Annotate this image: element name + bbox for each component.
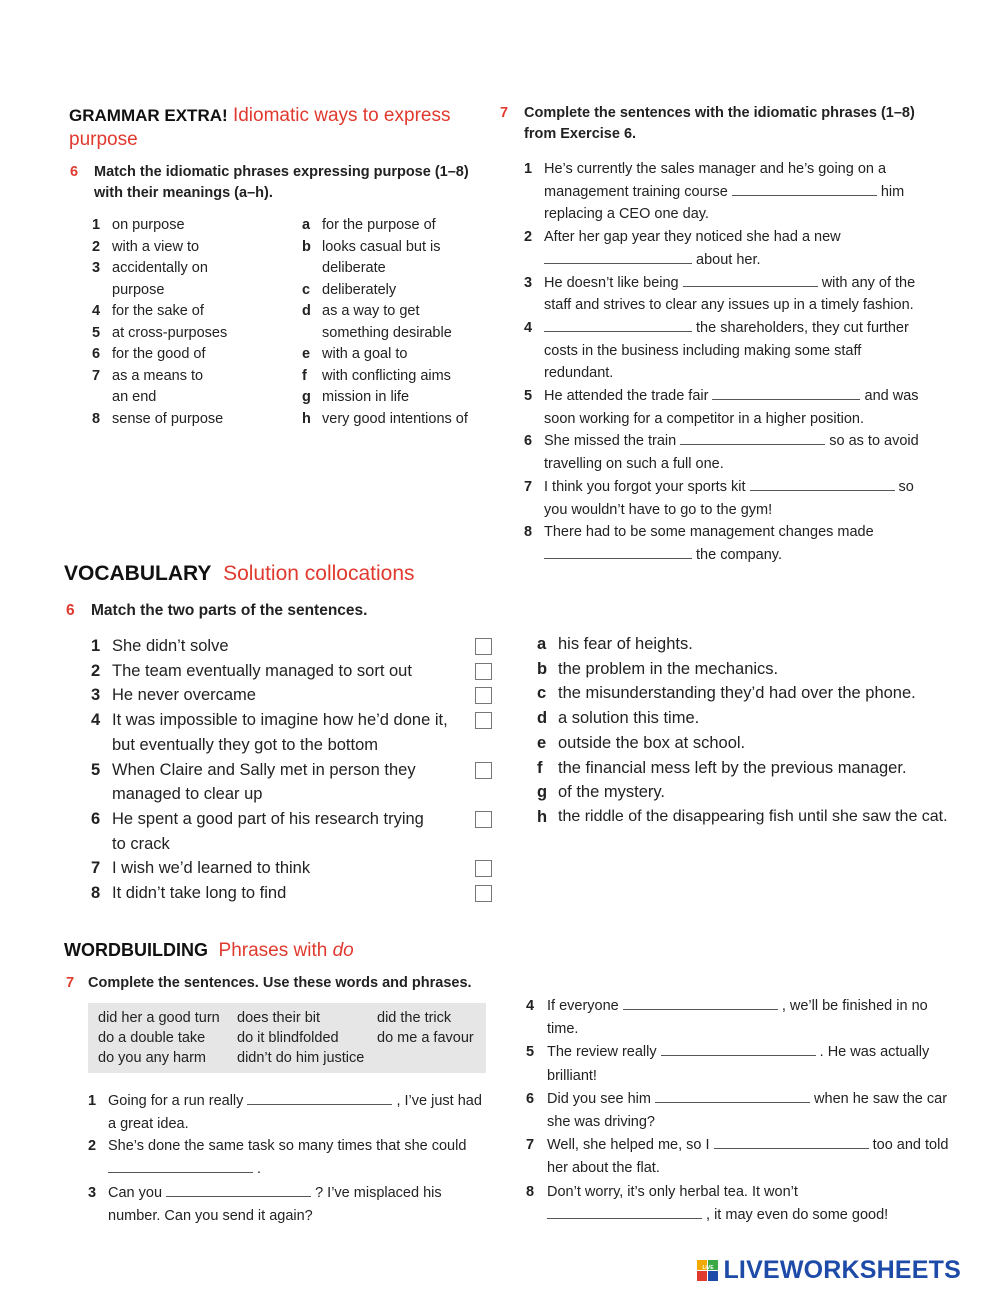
item-text: with conflicting aims <box>322 367 451 384</box>
item-number: 2 <box>88 1138 97 1154</box>
sentence-start: After her gap year they noticed she had a new <box>544 229 841 246</box>
list-item <box>537 657 977 682</box>
answer-blank[interactable] <box>547 1205 702 1219</box>
item-text: the misunderstanding they’d had over the phone. <box>558 684 916 703</box>
item-text: The team eventually managed to sort out <box>112 661 412 680</box>
list-item <box>302 280 482 302</box>
item-number: 2 <box>91 661 101 680</box>
list-item <box>524 158 929 226</box>
list-item <box>91 881 461 906</box>
item-letter: f <box>302 367 307 384</box>
word-option: do you any harm <box>98 1050 207 1066</box>
item-text: When Claire and Sally met in person they managed to clear up <box>112 760 416 804</box>
list-item <box>524 430 929 475</box>
list-item <box>88 1090 488 1135</box>
item-letter: g <box>537 783 548 802</box>
answer-blank[interactable] <box>544 545 692 559</box>
item-letter: b <box>302 238 311 255</box>
answer-blank[interactable] <box>544 250 692 264</box>
item-text: the riddle of the disappearing fish until she saw the cat. <box>558 807 948 825</box>
grammar-phrases-list <box>92 215 287 430</box>
sentence-end: so you wouldn’t have to go to the gym! <box>544 478 914 518</box>
item-number: 4 <box>92 303 101 319</box>
list-item <box>537 731 977 756</box>
answer-box[interactable] <box>475 687 492 704</box>
wordbuilding-list-right <box>526 995 956 1227</box>
answer-blank[interactable] <box>712 386 860 400</box>
list-item <box>92 237 287 259</box>
list-item <box>537 805 977 830</box>
item-number: 3 <box>91 686 101 705</box>
grammar-title-bold: GRAMMAR EXTRA! <box>69 106 228 125</box>
list-item <box>91 659 461 684</box>
word-option: does their bit <box>237 1010 321 1026</box>
list-item <box>92 323 287 345</box>
sentence-start: Don’t worry, it’s only herbal tea. It won’t <box>547 1183 798 1200</box>
instruction-text: Match the idiomatic phrases expressing purpose (1–8) with their meanings (a–h). <box>94 164 469 201</box>
word-option: did her a good turn <box>98 1010 220 1026</box>
item-number: 6 <box>526 1090 535 1107</box>
list-item <box>526 1181 956 1227</box>
sentence-end: , I’ve just had a great idea. <box>108 1093 482 1132</box>
sentence-start: Did you see him <box>547 1090 651 1107</box>
item-letter: e <box>302 346 311 362</box>
item-letter: f <box>537 758 543 777</box>
instruction-text: Complete the sentences with the idiomatic phrases (1–8) from Exercise 6. <box>524 105 915 142</box>
sentence-start: The review really <box>547 1044 657 1061</box>
item-number: 5 <box>526 1044 535 1061</box>
item-number: 1 <box>91 637 101 655</box>
item-number: 3 <box>88 1185 97 1201</box>
item-number: 8 <box>524 524 533 541</box>
item-text: mission in life <box>322 389 410 405</box>
list-item <box>526 1134 956 1180</box>
sentence-start: If everyone <box>547 998 619 1014</box>
answer-blank[interactable] <box>683 273 818 287</box>
vocab-title <box>64 561 544 587</box>
word-option: didn’t do him justice <box>237 1050 365 1066</box>
sentence-start: He doesn’t like being <box>544 274 679 291</box>
item-text: I wish we’d learned to think <box>112 859 311 878</box>
answer-blank[interactable] <box>247 1091 392 1105</box>
word-option: did the trick <box>377 1010 452 1026</box>
list-item <box>92 301 287 323</box>
answer-blank[interactable] <box>750 477 895 491</box>
exercise-number: 6 <box>66 602 75 619</box>
grammar7-list <box>524 158 929 567</box>
item-text: very good intentions of <box>322 410 468 427</box>
list-item <box>302 301 482 344</box>
grammar7-instruction <box>500 103 940 145</box>
list-item <box>302 215 482 237</box>
item-letter: c <box>537 684 547 703</box>
list-item <box>537 756 977 781</box>
item-letter: g <box>302 389 311 405</box>
item-text: as a means to an end <box>112 367 204 405</box>
list-item <box>91 807 461 856</box>
vocab-title-bold: VOCABULARY <box>64 562 212 585</box>
answer-box[interactable] <box>475 663 492 680</box>
item-text: the problem in the mechanics. <box>558 659 779 678</box>
item-text: He never overcame <box>112 686 256 705</box>
item-letter: a <box>302 217 311 233</box>
sentence-end: , it may even do some good! <box>706 1206 889 1223</box>
list-item <box>526 1041 956 1087</box>
list-item <box>91 634 461 659</box>
sentence-start: He’s currently the sales manager and he’s going on a management training course <box>544 161 887 200</box>
item-text: at cross-purposes <box>112 324 228 341</box>
grammar-title-sub: Idiomatic ways to express purpose <box>69 105 451 150</box>
exercise-number: 7 <box>66 975 75 991</box>
list-item <box>92 344 287 366</box>
item-text: for the purpose of <box>322 217 436 233</box>
list-item <box>92 258 287 301</box>
sentence-end: with any of the staff and strives to clear any issues up in a timely fashion. <box>544 274 916 314</box>
list-item <box>524 317 929 385</box>
answer-box[interactable] <box>475 811 492 828</box>
wordbuilding-title-bold: WORDBUILDING <box>64 940 208 960</box>
item-number: 6 <box>524 433 533 450</box>
item-text: It didn’t take long to find <box>112 884 287 903</box>
answer-blank[interactable] <box>166 1183 311 1197</box>
item-text: sense of purpose <box>112 410 224 427</box>
list-item <box>92 366 287 409</box>
word-option: do me a favour <box>377 1030 474 1046</box>
wordbuilding-title-sub: Phrases with <box>218 940 328 961</box>
instruction-text: Complete the sentences. Use these words and phrases. <box>88 975 472 991</box>
item-text: as a way to get something desirable <box>322 303 452 341</box>
list-item <box>537 780 977 805</box>
item-letter: e <box>537 733 547 752</box>
item-text: outside the box at school. <box>558 733 746 752</box>
answer-blank[interactable] <box>732 182 877 196</box>
item-number: 4 <box>524 319 533 336</box>
item-text: his fear of heights. <box>558 635 693 653</box>
item-text: He spent a good part of his research trying to crack <box>112 809 424 853</box>
item-number: 8 <box>526 1183 535 1200</box>
item-letter: d <box>302 303 311 319</box>
logo-text: LIVEWORKSHEETS <box>723 1256 961 1284</box>
word-box <box>88 1003 486 1073</box>
sentence-end: and was soon working for a competitor in a higher position. <box>544 388 919 427</box>
item-text: a solution this time. <box>558 709 700 728</box>
sentence-start: Well, she helped me, so I <box>547 1137 710 1154</box>
sentence-end: the shareholders, they cut further costs in the business including making some staff redundant. <box>544 319 909 382</box>
item-text: accidentally on purpose <box>112 260 208 298</box>
item-number: 5 <box>524 388 533 405</box>
item-number: 1 <box>92 217 101 233</box>
item-text: She didn’t solve <box>112 637 229 655</box>
exercise-number: 7 <box>500 105 509 121</box>
list-item <box>92 409 287 431</box>
item-text: for the sake of <box>112 303 204 319</box>
list-item <box>302 387 482 409</box>
word-option: do a double take <box>98 1030 206 1046</box>
wordbuilding-list-left <box>88 1090 488 1227</box>
item-text: with a goal to <box>322 346 408 362</box>
item-number: 4 <box>526 998 535 1014</box>
list-item <box>537 632 977 657</box>
item-text: for the good of <box>112 346 206 362</box>
sentence-start: There had to be some management changes made <box>544 524 874 541</box>
answer-blank[interactable] <box>655 1089 810 1103</box>
list-item <box>302 366 482 388</box>
item-letter: h <box>537 807 548 826</box>
sentence-start: Going for a run really <box>108 1093 244 1109</box>
vocab-instruction <box>66 600 486 621</box>
word-option: do it blindfolded <box>237 1030 339 1046</box>
sentence-end: about her. <box>696 251 761 268</box>
sentence-end: too and told her about the flat. <box>547 1137 949 1177</box>
item-letter: b <box>537 659 548 678</box>
list-item <box>524 385 929 430</box>
list-item <box>91 708 461 757</box>
wordbuilding-instruction <box>66 973 486 994</box>
item-number: 5 <box>91 760 101 779</box>
answer-blank[interactable] <box>714 1135 869 1149</box>
list-item <box>302 344 482 366</box>
item-number: 7 <box>91 859 101 878</box>
item-letter: d <box>537 709 548 728</box>
vocab-right-list <box>537 632 977 830</box>
sentence-end: , we’ll be finished in no time. <box>547 998 928 1038</box>
item-letter: c <box>302 281 311 298</box>
grammar-meanings-list <box>302 215 482 430</box>
list-item <box>92 215 287 237</box>
wordbuilding-title <box>64 938 544 963</box>
item-number: 6 <box>92 346 101 362</box>
sentence-start: He attended the trade fair <box>544 388 709 405</box>
sentence-start: She’s done the same task so many times that she could <box>108 1138 467 1154</box>
item-number: 7 <box>92 367 101 384</box>
list-item <box>524 521 929 566</box>
sentence-end: him replacing a CEO one day. <box>544 183 905 223</box>
item-letter: a <box>537 635 547 653</box>
item-number: 3 <box>92 260 101 276</box>
item-letter: h <box>302 410 311 427</box>
answer-box[interactable] <box>475 885 492 902</box>
wordbuilding-title-italic: do <box>332 940 354 961</box>
item-text: of the mystery. <box>558 783 665 802</box>
item-number: 4 <box>91 711 101 730</box>
grammar-title <box>69 104 469 152</box>
sentence-end: . He was actually brilliant! <box>547 1044 930 1084</box>
list-item <box>526 995 956 1041</box>
item-text: deliberately <box>322 281 397 298</box>
liveworksheets-logo[interactable] <box>697 1256 961 1286</box>
sentence-end: . <box>257 1160 262 1177</box>
list-item <box>524 226 929 271</box>
sentence-end: when he saw the car she was driving? <box>547 1090 948 1131</box>
list-item <box>302 237 482 280</box>
sentence-end: ? I’ve misplaced his number. Can you send it again? <box>108 1185 442 1224</box>
vocab-title-sub: Solution collocations <box>223 562 415 585</box>
item-number: 1 <box>88 1093 97 1109</box>
list-item <box>302 409 482 431</box>
answer-blank[interactable] <box>680 431 825 445</box>
logo-small-text: LIVE <box>702 1264 714 1271</box>
vocab-left-list <box>91 634 461 906</box>
logo-icon <box>697 1258 719 1284</box>
item-number: 1 <box>524 161 533 177</box>
instruction-text: Match the two parts of the sentences. <box>91 602 368 619</box>
item-text: on purpose <box>112 217 185 233</box>
list-item <box>91 758 461 807</box>
item-number: 7 <box>526 1137 535 1154</box>
list-item <box>526 1088 956 1134</box>
sentence-start: She missed the train <box>544 433 677 450</box>
answer-blank[interactable] <box>623 996 778 1010</box>
item-text: with a view to <box>112 238 200 255</box>
list-item <box>88 1182 488 1227</box>
list-item <box>537 681 977 706</box>
exercise-number: 6 <box>70 164 79 180</box>
list-item <box>524 272 929 317</box>
item-number: 3 <box>524 274 533 291</box>
item-text: It was impossible to imagine how he’d done it, but eventually they got to the bottom <box>112 711 448 754</box>
sentence-end: the company. <box>696 546 783 563</box>
item-number: 6 <box>91 809 101 828</box>
answer-blank[interactable] <box>544 318 692 332</box>
item-number: 7 <box>524 478 533 495</box>
list-item <box>537 706 977 731</box>
list-item <box>524 476 929 521</box>
item-number: 5 <box>92 324 101 341</box>
item-number: 2 <box>92 238 101 255</box>
item-number: 8 <box>91 884 101 903</box>
list-item <box>91 856 461 881</box>
answer-blank[interactable] <box>108 1159 253 1173</box>
answer-box[interactable] <box>475 712 492 729</box>
answer-box[interactable] <box>475 762 492 779</box>
sentence-start: Can you <box>108 1185 163 1201</box>
answer-blank[interactable] <box>661 1042 816 1056</box>
list-item <box>91 683 461 708</box>
sentence-start: I think you forgot your sports kit <box>544 478 746 495</box>
list-item <box>88 1135 488 1180</box>
item-text: the financial mess left by the previous manager. <box>558 758 907 777</box>
answer-box[interactable] <box>475 860 492 877</box>
sentence-end: so as to avoid travelling on such a full one. <box>544 433 919 473</box>
item-text: looks casual but is deliberate <box>322 238 441 276</box>
answer-box[interactable] <box>475 638 492 655</box>
item-number: 8 <box>92 410 101 427</box>
grammar-instruction <box>70 162 470 204</box>
item-number: 2 <box>524 229 533 246</box>
